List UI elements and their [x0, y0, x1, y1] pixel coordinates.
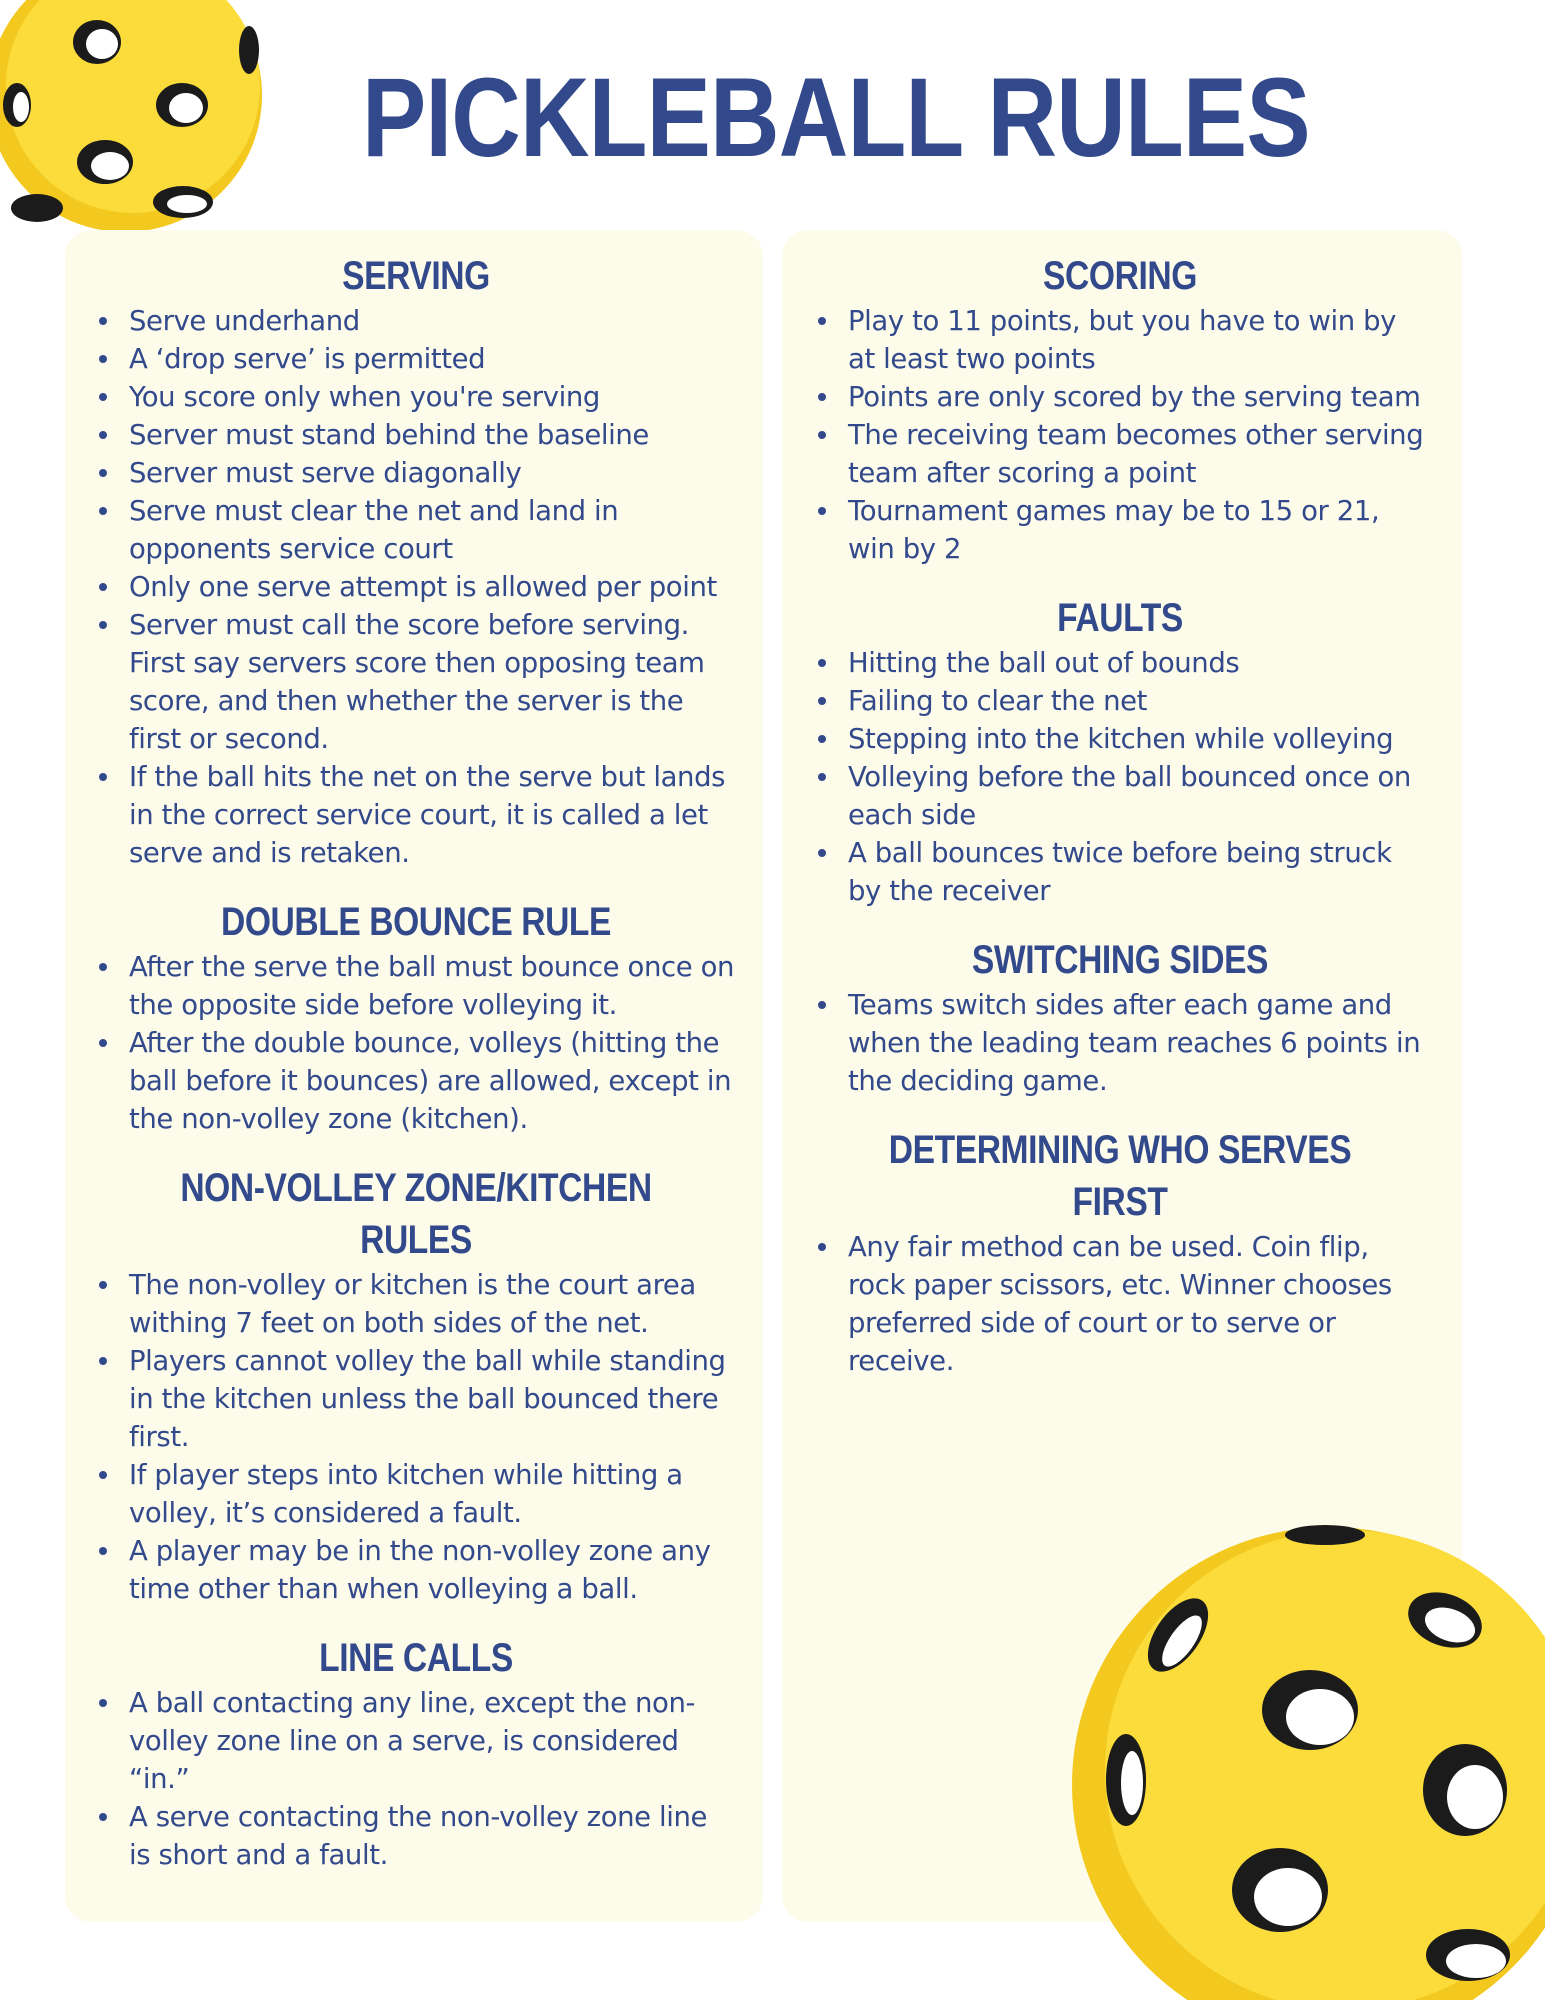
list-item: Stepping into the kitchen while volleying [815, 720, 1425, 758]
list-item: Tournament games may be to 15 or 21, win by 2 [815, 492, 1425, 568]
rule-list [815, 1228, 1425, 1380]
section-heading: SERVING [342, 254, 490, 298]
section-line-calls [96, 1632, 736, 1874]
section-heading: LINE CALLS [319, 1636, 513, 1680]
page-title: PICKLEBALL RULES [362, 55, 1310, 180]
list-item: After the serve the ball must bounce once on the opposite side before volleying it. [96, 948, 736, 1024]
list-item: After the double bounce, volleys (hitting the ball before it bounces) are allowed, except in the non-volley zone (kitchen). [96, 1024, 736, 1138]
list-item: A player may be in the non-volley zone any time other than when volleying a ball. [96, 1532, 736, 1608]
list-item: Teams switch sides after each game and when the leading team reaches 6 points in the deciding game. [815, 986, 1425, 1100]
list-item: Serve must clear the net and land in opponents service court [96, 492, 736, 568]
rule-list [96, 1266, 736, 1608]
section-heading: FAULTS [1057, 596, 1183, 640]
list-item: Failing to clear the net [815, 682, 1425, 720]
list-item: Serve underhand [96, 302, 736, 340]
list-item: A ‘drop serve’ is permitted [96, 340, 736, 378]
section-heading: NON-VOLLEY ZONE/KITCHEN RULES [180, 1166, 652, 1262]
list-item: Only one serve attempt is allowed per point [96, 568, 736, 606]
list-item: A serve contacting the non-volley zone line is short and a fault. [96, 1798, 736, 1874]
list-item: Players cannot volley the ball while standing in the kitchen unless the ball bounced there first. [96, 1342, 736, 1456]
list-item: The receiving team becomes other serving team after scoring a point [815, 416, 1425, 492]
section-heading: DETERMINING WHO SERVES FIRST [888, 1128, 1352, 1224]
list-item: You score only when you're serving [96, 378, 736, 416]
section-heading: SWITCHING SIDES [971, 938, 1269, 982]
section-switching-sides [815, 934, 1425, 1100]
rule-list [815, 644, 1425, 910]
list-item: The non-volley or kitchen is the court area withing 7 feet on both sides of the net. [96, 1266, 736, 1342]
list-item: Server must serve diagonally [96, 454, 736, 492]
rule-list [96, 302, 736, 872]
section-heading: DOUBLE BOUNCE RULE [220, 900, 612, 944]
right-column [815, 250, 1425, 1404]
left-column [96, 250, 736, 1898]
list-item: Volleying before the ball bounced once on each side [815, 758, 1425, 834]
rule-list [96, 1684, 736, 1874]
section-kitchen-rules [96, 1162, 736, 1608]
pickleball-icon-top-left [0, 0, 300, 260]
section-serving [96, 250, 736, 872]
rule-list [96, 948, 736, 1138]
list-item: A ball bounces twice before being struck by the receiver [815, 834, 1425, 910]
list-item: Hitting the ball out of bounds [815, 644, 1425, 682]
list-item: If player steps into kitchen while hitting a volley, it’s considered a fault. [96, 1456, 736, 1532]
list-item: Server must stand behind the baseline [96, 416, 736, 454]
section-double-bounce [96, 896, 736, 1138]
list-item: Any fair method can be used. Coin flip, rock paper scissors, etc. Winner chooses preferred side of court or to serve or receive. [815, 1228, 1425, 1380]
rule-list [815, 986, 1425, 1100]
pickleball-icon-bottom-right [1070, 1525, 1545, 2000]
list-item: If the ball hits the net on the serve but lands in the correct service court, it is called a let serve and is retaken. [96, 758, 736, 872]
list-item: Points are only scored by the serving team [815, 378, 1425, 416]
rule-list [815, 302, 1425, 568]
section-faults [815, 592, 1425, 910]
list-item: Play to 11 points, but you have to win by at least two points [815, 302, 1425, 378]
list-item: A ball contacting any line, except the non-volley zone line on a serve, is considered “in.” [96, 1684, 736, 1798]
section-scoring [815, 250, 1425, 568]
list-item: Server must call the score before serving. First say servers score then opposing team score, and then whether the server is the first or second. [96, 606, 736, 758]
section-heading: SCORING [1043, 254, 1197, 298]
section-who-serves-first [815, 1124, 1425, 1380]
